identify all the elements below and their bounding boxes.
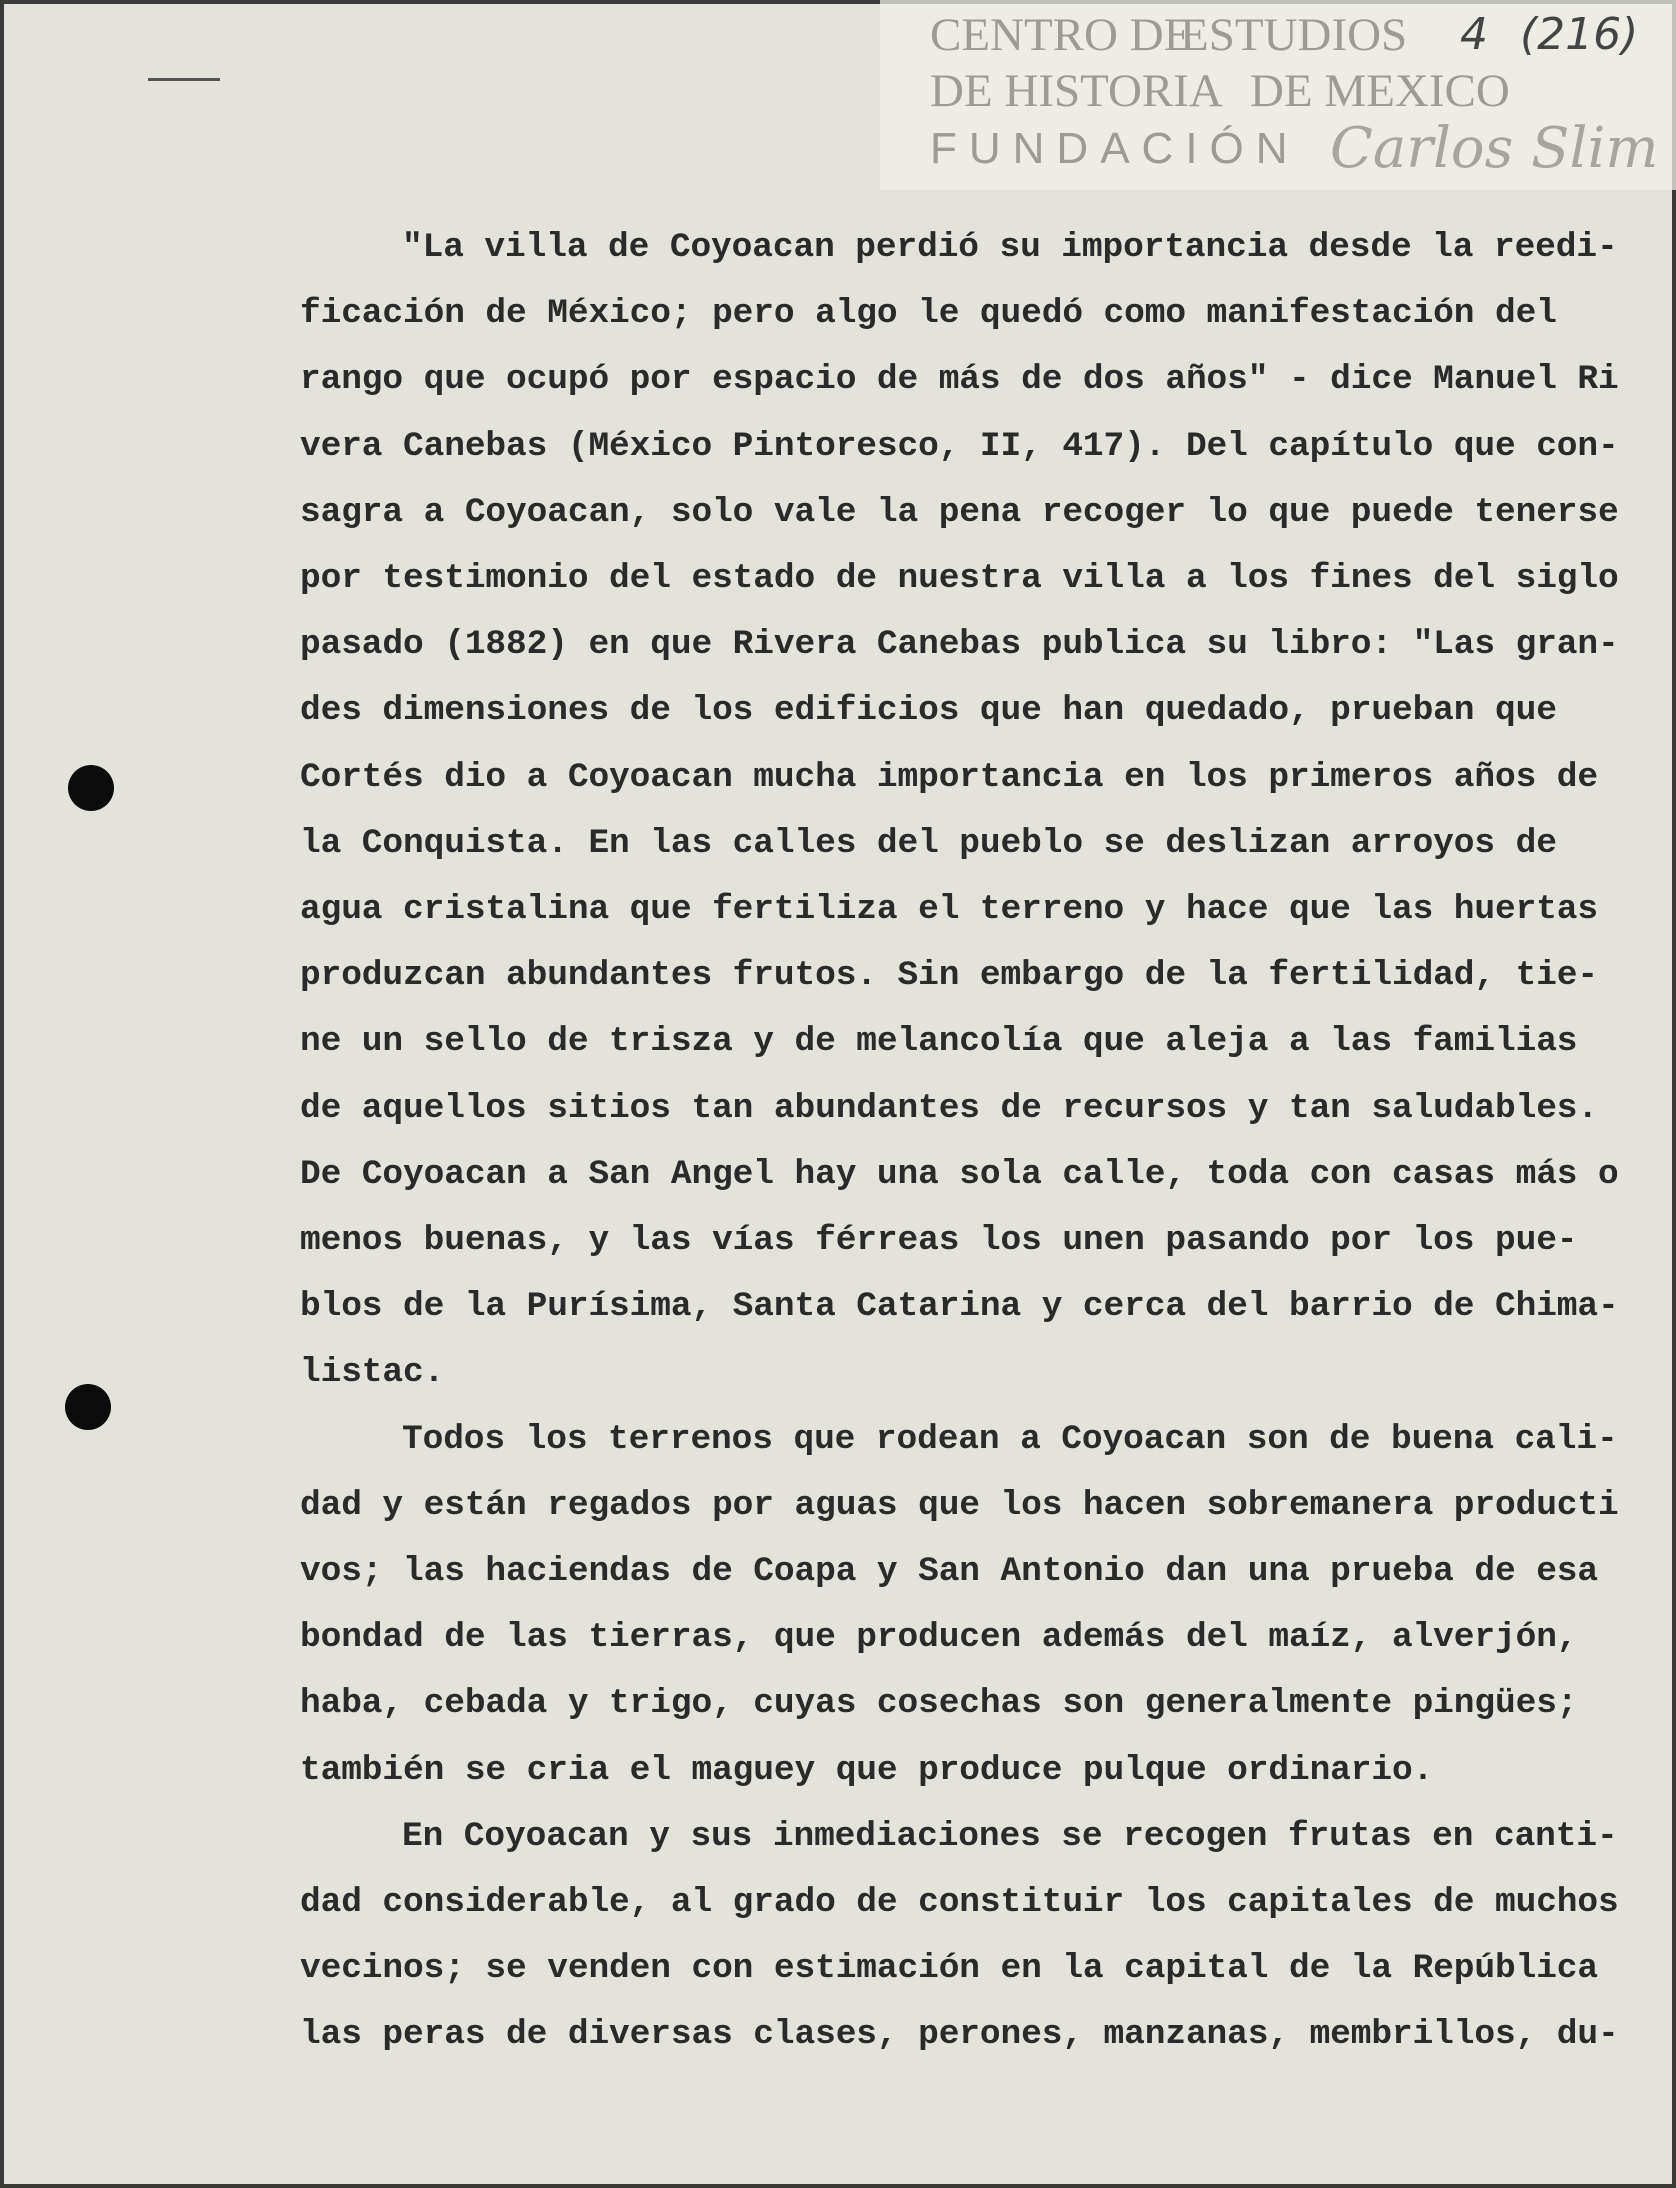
text-line: sagra a Coyoacan, solo vale la pena recoger lo que puede tenerse — [300, 492, 1619, 532]
text-line: pasado (1882) en que Rivera Canebas publica su libro: "Las gran- — [300, 625, 1619, 665]
text-line: Todos los terrenos que rodean a Coyoacan son de buena cali- — [402, 1419, 1618, 1459]
watermark-line: DE MEXICO — [1250, 65, 1510, 117]
text-line: ficación de México; pero algo le quedó como manifestación del — [300, 294, 1557, 334]
text-line: las peras de diversas clases, perones, manzanas, membrillos, du- — [300, 2015, 1619, 2055]
text-line: agua cristalina que fertiliza el terreno y hace que las huertas — [300, 890, 1599, 929]
text-line: también se cria el maguey que produce pulque ordinario. — [300, 1750, 1434, 1790]
text-line: vera Canebas (México Pintoresco, II, 417). Del capítulo que con- — [300, 426, 1619, 466]
text-line: Cortés dio a Coyoacan mucha importancia en los primeros años de — [300, 757, 1599, 797]
watermark-line: ESTUDIOS — [1180, 9, 1408, 61]
text-line: vos; las haciendas de Coapa y San Antonio dan una prueba de esa — [300, 1552, 1599, 1591]
text-line: blos de la Purísima, Santa Catarina y cerca del barrio de Chima- — [300, 1287, 1619, 1327]
punch-hole — [68, 765, 114, 811]
text-line: listac. — [300, 1353, 445, 1393]
pen-mark — [148, 78, 220, 81]
text-line: "La villa de Coyoacan perdió su importancia desde la reedi- — [402, 228, 1618, 267]
text-line: la Conquista. En las calles del pueblo se deslizan arroyos de — [300, 823, 1557, 863]
text-line: En Coyoacan y sus inmediaciones se recogen frutas en canti- — [402, 1816, 1618, 1856]
handwritten-page-number: 4 — [1460, 9, 1488, 60]
watermark-foundation: FUNDACIÓN — [930, 124, 1300, 173]
watermark-line: DE HISTORIA — [930, 65, 1223, 117]
text-line: de aquellos sitios tan abundantes de recursos y tan saludables. — [300, 1088, 1599, 1128]
text-line: des dimensiones de los edificios que han quedado, prueban que — [300, 691, 1557, 731]
watermark-line: CENTRO DE — [930, 9, 1193, 61]
text-line: haba, cebada y trigo, cuyas cosechas son generalmente pingües; — [300, 1684, 1578, 1724]
text-line: dad y están regados por aguas que los hacen sobremanera producti — [300, 1485, 1619, 1525]
text-line: ne un sello de trisza y de melancolía que aleja a las familias — [300, 1022, 1578, 1062]
punch-hole — [65, 1384, 111, 1430]
text-line: vecinos; se venden con estimación en la capital de la República — [300, 1949, 1599, 1989]
text-line: menos buenas, y las vías férreas los unen pasando por los pue- — [300, 1221, 1578, 1260]
text-line: produzcan abundantes frutos. Sin embargo de la fertilidad, tie- — [300, 956, 1599, 996]
text-line: rango que ocupó por espacio de más de dos años" - dice Manuel Ri — [300, 360, 1619, 400]
text-line: dad considerable, al grado de constituir los capitales de muchos — [300, 1883, 1619, 1922]
text-line: bondad de las tierras, que producen además del maíz, alverjón, — [300, 1618, 1578, 1658]
text-line: por testimonio del estado de nuestra villa a los fines del siglo — [300, 559, 1619, 598]
text-line: De Coyoacan a San Angel hay una sola calle, toda con casas más o — [300, 1154, 1619, 1194]
watermark-signature: Carlos Slim — [1330, 116, 1659, 181]
handwritten-folio: (216) — [1520, 9, 1639, 60]
